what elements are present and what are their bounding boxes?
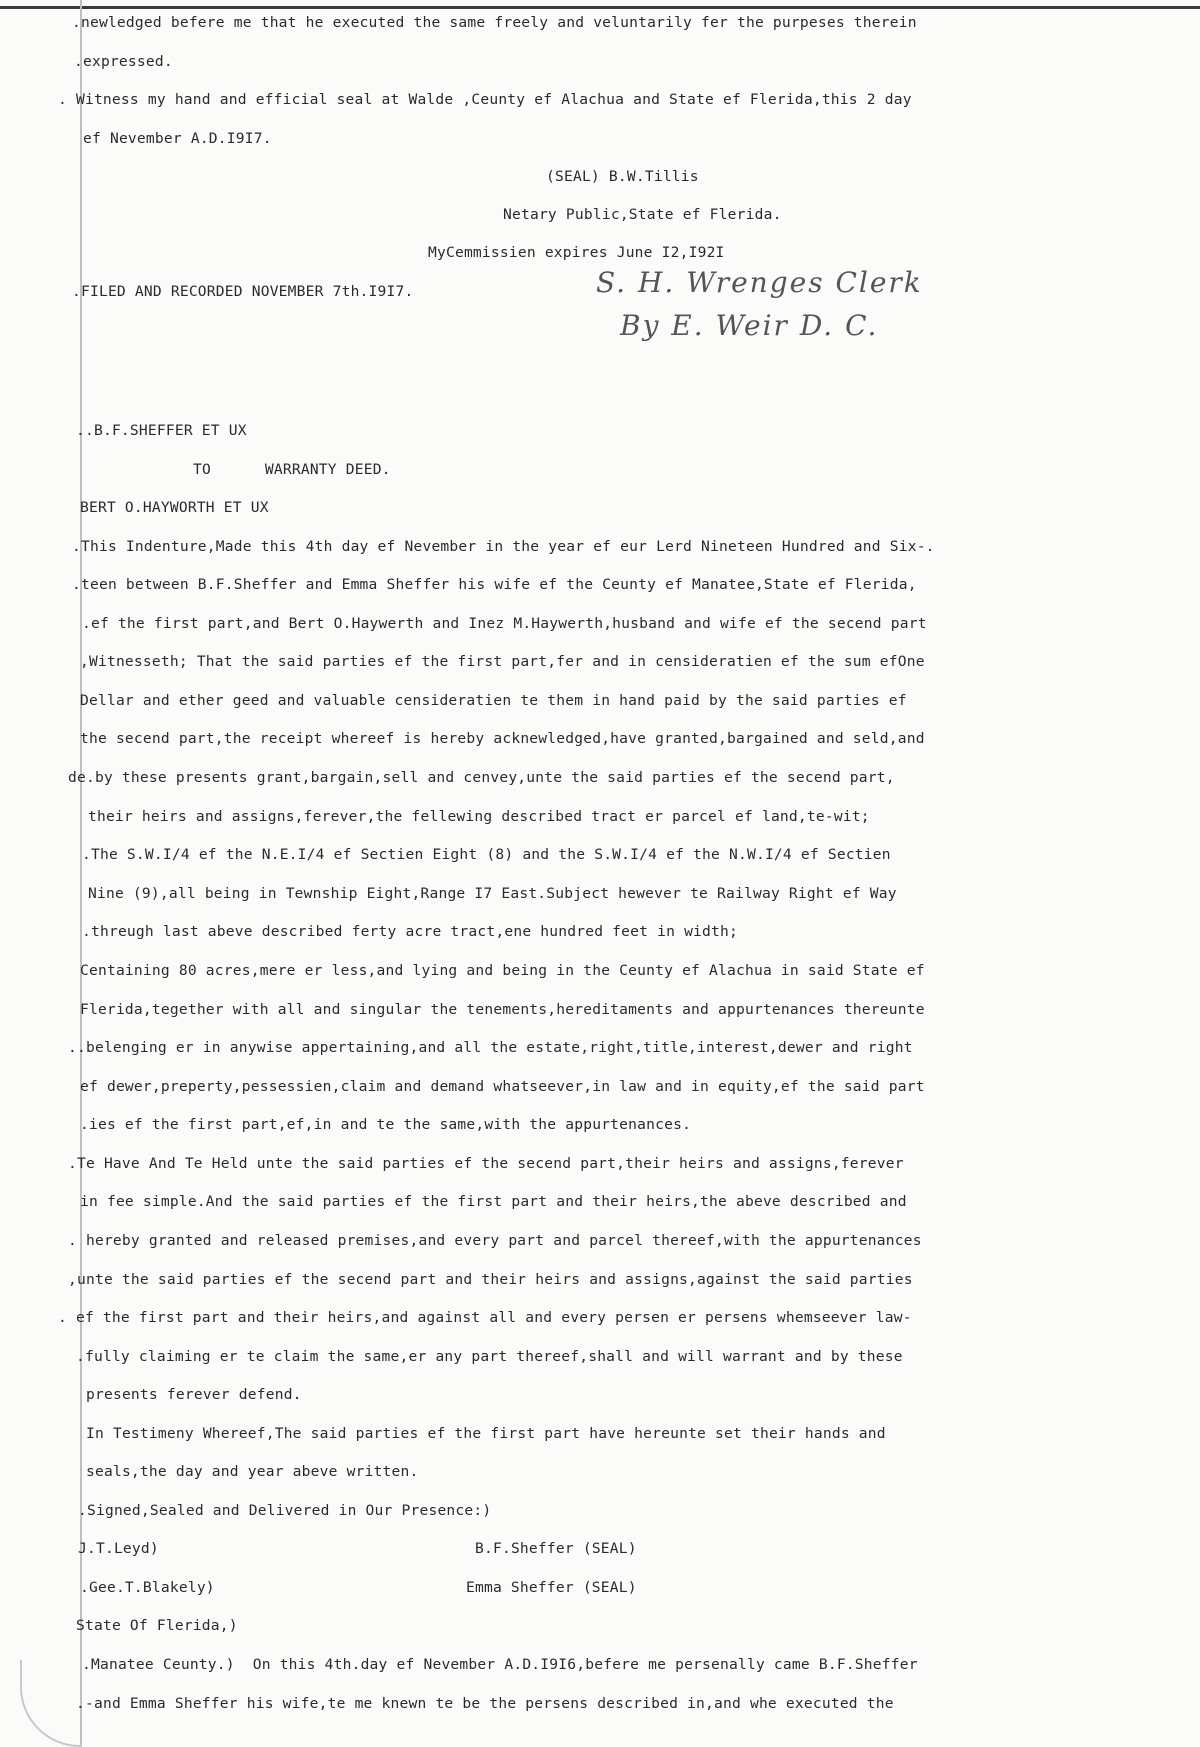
notary-seal-line: (SEAL) B.W.Tillis bbox=[546, 168, 699, 185]
grantee-heading: BERT O.HAYWORTH ET UX bbox=[80, 499, 269, 516]
body-line-22: .fully claiming er te claim the same,er any part thereef,shall and will warrant and by these bbox=[76, 1348, 903, 1365]
body-line-2: .teen between B.F.Sheffer and Emma Sheffer his wife ef the Ceunty ef Manatee,State ef Flerida, bbox=[72, 576, 917, 593]
body-line-6: the secend part,the receipt whereef is hereby acknewledged,have granted,bargained and seld,and bbox=[80, 730, 925, 747]
grantor-heading: ..B.F.SHEFFER ET UX bbox=[76, 422, 247, 439]
line-2: .expressed. bbox=[74, 53, 173, 70]
body-line-8: their heirs and assigns,ferever,the fellewing described tract er parcel ef land,te-wit; bbox=[88, 808, 870, 825]
body-line-1: .This Indenture,Made this 4th day ef Nevember in the year ef eur Lerd Nineteen Hundred and Six-. bbox=[72, 538, 935, 555]
body-line-20: ,unte the said parties ef the secend part and their heirs and assigns,against the said parties bbox=[68, 1271, 913, 1288]
witness-2: .Gee.T.Blakely) bbox=[80, 1579, 215, 1596]
left-margin-rule bbox=[80, 0, 82, 1745]
body-line-12: Centaining 80 acres,mere er less,and lying and being in the Ceunty ef Alachua in said State ef bbox=[80, 962, 925, 979]
body-line-18: in fee simple.And the said parties ef the first part and their heirs,the abeve described and bbox=[80, 1193, 907, 1210]
body-line-14: ..belenging er in anywise appertaining,and all the estate,right,title,interest,dewer and right bbox=[68, 1039, 913, 1056]
body-line-24: In Testimeny Whereef,The said parties ef the first part have hereunte set their hands and bbox=[86, 1425, 886, 1442]
body-line-19: . hereby granted and released premises,and every part and parcel thereef,with the appurtenances bbox=[68, 1232, 922, 1249]
line-3: . Witness my hand and efficial seal at Walde ,Ceunty ef Alachua and State ef Flerida,this 2 day bbox=[58, 91, 912, 108]
page-curl-edge bbox=[20, 1660, 82, 1747]
body-line-3: .ef the first part,and Bert O.Haywerth and Inez M.Haywerth,husband and wife ef the secend part bbox=[82, 615, 927, 632]
top-border-line bbox=[0, 6, 1200, 9]
acknowledgment-line-2: .-and Emma Sheffer his wife,te me knewn te be the persens described in,and whe executed the bbox=[76, 1695, 894, 1712]
body-line-10: Nine (9),all being in Tewnship Eight,Range I7 East.Subject hewever te Railway Right ef Way bbox=[88, 885, 897, 902]
grantor-signature-2: Emma Sheffer (SEAL) bbox=[466, 1579, 637, 1596]
acknowledgment-line-1: .Manatee Ceunty.) On this 4th.day ef Nevember A.D.I9I6,befere me persenally came B.F.Sheffer bbox=[82, 1656, 918, 1673]
signed-sealed-line: .Signed,Sealed and Delivered in Our Presence:) bbox=[78, 1502, 492, 1519]
clerk-signature: S. H. Wrenges Clerk bbox=[596, 266, 923, 299]
body-line-11: .threugh last abeve described ferty acre tract,ene hundred feet in width; bbox=[82, 923, 738, 940]
body-line-17: .Te Have And Te Held unte the said parties ef the secend part,their heirs and assigns,ferever bbox=[68, 1155, 904, 1172]
body-line-21: . ef the first part and their heirs,and against all and every persen er persens whemseever law- bbox=[58, 1309, 912, 1326]
commission-line: MyCemmissien expires June I2,I92I bbox=[428, 244, 725, 261]
body-line-15: ef dewer,preperty,pessessien,claim and demand whatseever,in law and in equity,ef the said part bbox=[80, 1078, 925, 1095]
witness-1: J.T.Leyd) bbox=[78, 1540, 159, 1557]
body-line-13: Flerida,tegether with all and singular the tenements,hereditaments and appurtenances thereunte bbox=[80, 1001, 925, 1018]
deputy-signature: By E. Weir D. C. bbox=[620, 309, 879, 342]
venue-state: State Of Flerida,) bbox=[76, 1617, 238, 1634]
body-line-7: de.by these presents grant,bargain,sell and cenvey,unte the said parties ef the secend part, bbox=[68, 769, 895, 786]
grantor-signature-1: B.F.Sheffer (SEAL) bbox=[475, 1540, 637, 1557]
notary-title-line: Netary Public,State ef Flerida. bbox=[503, 206, 782, 223]
filed-recorded-line: .FILED AND RECORDED NOVEMBER 7th.I9I7. bbox=[72, 283, 414, 300]
body-line-16: .ies ef the first part,ef,in and te the same,with the appurtenances. bbox=[80, 1116, 692, 1133]
body-line-4: ,Witnesseth; That the said parties ef the first part,fer and in censideratien ef the sum efOne bbox=[80, 653, 925, 670]
body-line-5: Dellar and ether geed and valuable censideratien te them in hand paid by the said parties ef bbox=[80, 692, 907, 709]
body-line-23: presents ferever defend. bbox=[86, 1386, 302, 1403]
line-4: ef Nevember A.D.I9I7. bbox=[83, 130, 272, 147]
deed-type-heading: TO WARRANTY DEED. bbox=[193, 461, 391, 478]
body-line-25: seals,the day and year abeve written. bbox=[86, 1463, 419, 1480]
line-1: .newledged befere me that he executed the same freely and veluntarily fer the purpeses therein bbox=[72, 14, 917, 31]
body-line-9: .The S.W.I/4 ef the N.E.I/4 ef Sectien Eight (8) and the S.W.I/4 ef the N.W.I/4 ef Sectien bbox=[82, 846, 891, 863]
